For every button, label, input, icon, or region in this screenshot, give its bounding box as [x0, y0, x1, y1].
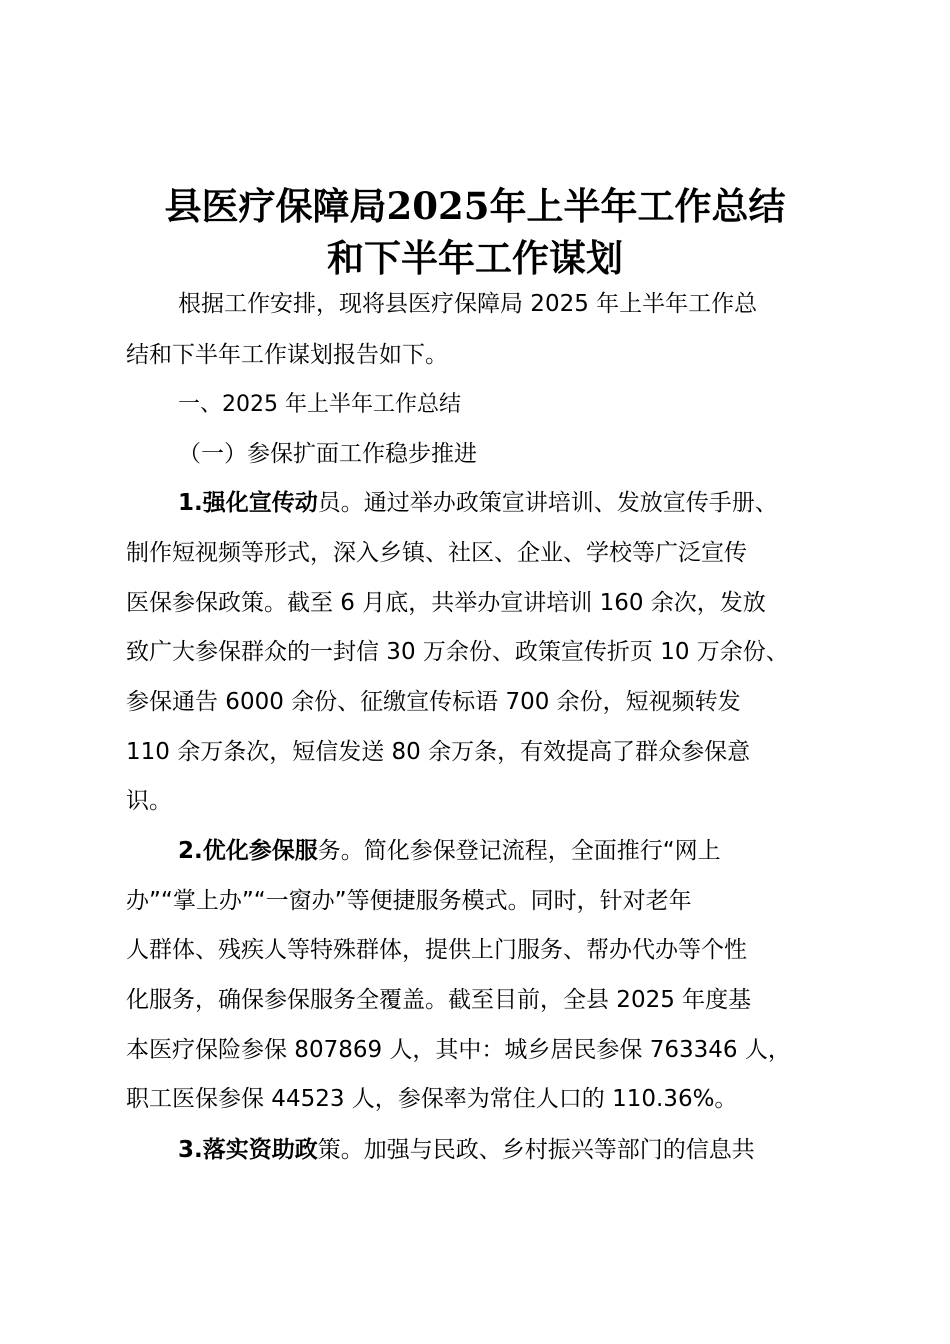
- item-3-lead-rest: 策。加强与民政、乡村振兴等部门的信息共: [317, 1137, 755, 1163]
- item-2-first-line: [178, 836, 721, 866]
- document-title-line-1: 县医疗保障局2025年上半年工作总结: [164, 184, 786, 228]
- item-2-line: 办”“掌上办”“一窗办”等便捷服务模式。同时，针对老年: [126, 888, 692, 914]
- item-2-line: 职工医保参保 44523 人，参保率为常住人口的 110.36%。: [126, 1086, 738, 1112]
- document-title-line-2: 和下半年工作谋划: [327, 236, 623, 280]
- item-1-lead-bold: 1.强化宣传动: [178, 490, 318, 516]
- item-1-lead-rest: 员。通过举办政策宣讲培训、发放宣传手册、: [317, 490, 778, 516]
- item-1-line: 制作短视频等形式，深入乡镇、社区、企业、学校等广泛宣传: [126, 540, 747, 566]
- item-2-line: 人群体、残疾人等特殊群体，提供上门服务、帮办代办等个性: [126, 937, 747, 963]
- item-3-lead-bold: 3.落实资助政: [178, 1137, 318, 1163]
- item-1-line: 医保参保政策。截至 6 月底，共举办宣讲培训 160 余次，发放: [126, 590, 766, 616]
- item-2-lead-rest: 务。简化参保登记流程，全面推行“网上: [317, 838, 721, 864]
- item-2-line: 本医疗保险参保 807869 人，其中：城乡居民参保 763346 人，: [126, 1037, 791, 1063]
- section-heading-1: 一、2025 年上半年工作总结: [178, 392, 461, 417]
- item-3-first-line: [178, 1135, 755, 1165]
- item-1-line: 110 余万条次，短信发送 80 余万条，有效提高了群众参保意: [126, 739, 751, 765]
- item-2-lead-bold: 2.优化参保服: [178, 838, 318, 864]
- intro-line-2: 结和下半年工作谋划报告如下。: [126, 342, 448, 368]
- item-2-line: 化服务，确保参保服务全覆盖。截至目前，全县 2025 年度基: [126, 987, 752, 1013]
- item-1-line: 识。: [126, 788, 172, 814]
- item-1-line: 致广大参保群众的一封信 30 万余份、政策宣传折页 10 万余份、: [126, 639, 789, 665]
- item-1-first-line: [178, 488, 778, 518]
- item-1-line: 参保通告 6000 余份、征缴宣传标语 700 余份，短视频转发: [126, 689, 741, 715]
- subsection-heading-1: （一）参保扩面工作稳步推进: [178, 441, 477, 467]
- intro-line-1: 根据工作安排，现将县医疗保障局 2025 年上半年工作总: [178, 291, 758, 317]
